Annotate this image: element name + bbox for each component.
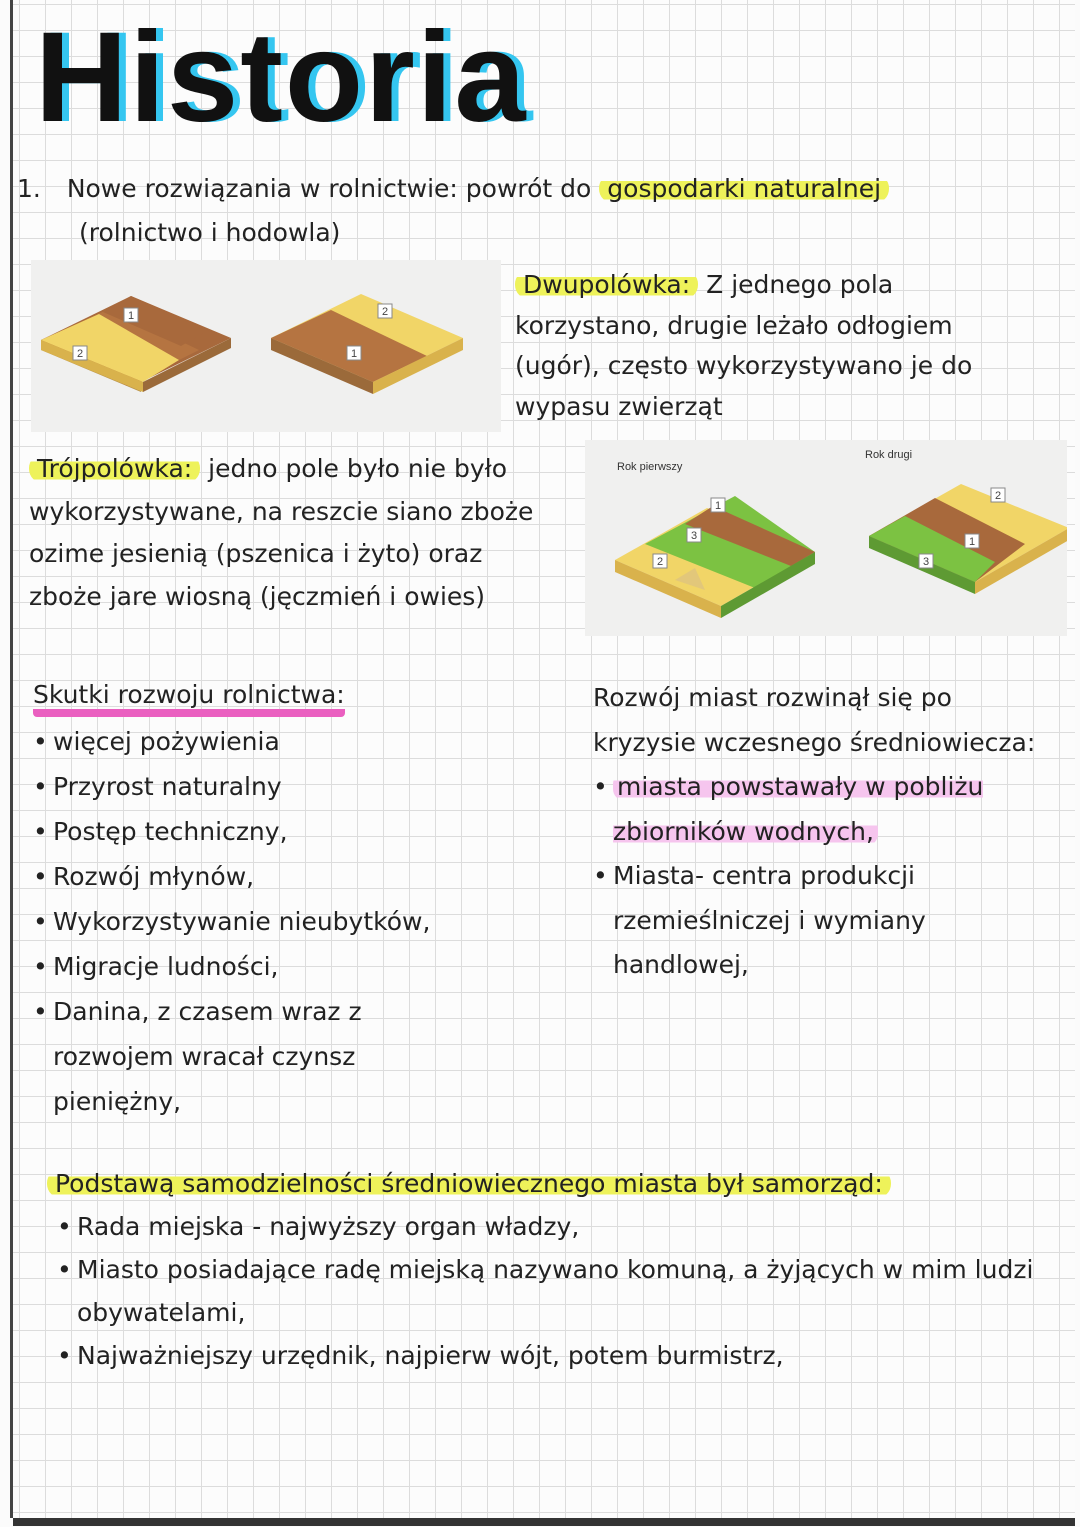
two-field-svg [31,260,501,432]
section-number: 1. [17,174,41,203]
list-item: • Migracje ludności, [33,944,473,989]
year1-label-2: 2 [657,556,664,568]
term-trojpolowka: Trójpolówka: [29,454,200,483]
year1-label-3: 3 [691,530,698,542]
section-1-text: Nowe rozwiązania w rolnictwie: powrót do [66,174,592,203]
two-field-illustration [31,260,501,432]
term-dwupolowka: Dwupolówka: [515,270,698,299]
year2-label-3: 3 [923,556,930,568]
highlight-zbiorniki: miasta powstawały w pobliżu zbiorników wodnych, [613,772,984,846]
trojpolowka-line2: wykorzystywane, na reszcie siano zboże [29,496,534,526]
three-field-illustration [585,440,1067,636]
miasta-block [593,676,1063,988]
three-field-svg [585,440,1067,636]
notebook-page [10,0,1075,1518]
trojpolowka-line1: jedno pole było nie było [208,454,508,483]
samorzad-list [57,1205,1047,1377]
trojpolowka-line3: ozime jesienią (pszenica i żyto) oraz [29,539,483,568]
list-item: • Miasto posiadające radę miejską nazywano komuną, a żyjących w mim ludzi obywatelami, [57,1248,1037,1334]
page-title: Historia [35,6,528,149]
skutki-block [33,672,473,1124]
list-item: • Postęp techniczny, [33,809,473,854]
dwupolowka-line1: Z jednego pola [706,270,894,299]
section-1-line2: (rolnictwo i hodowla) [79,218,341,247]
dwupolowka-block [515,265,1035,427]
skutki-heading: Skutki rozwoju rolnictwa: [33,680,345,717]
miasta-line1: Rozwój miast rozwinął się po [593,683,952,712]
list-item: • Miasta- centra produkcji rzemieślniczej i wymiany handlowej, [593,854,973,988]
miasta-line2: kryzysie wczesnego średniowiecza: [593,727,1036,757]
samorzad-block [47,1162,1047,1377]
dwupolowka-line4: wypasu zwierząt [515,391,723,421]
label-rok-pierwszy: Rok pierwszy [617,461,683,473]
list-item: • Wykorzystywanie nieubytków, [33,899,473,944]
trojpolowka-line4: zboże jare wiosną (jęczmień i owies) [29,581,486,611]
miasta-list [593,765,1063,988]
highlight-gospodarka: gospodarki naturalnej [599,174,889,203]
list-item: • Rada miejska - najwyższy organ władzy, [57,1205,1047,1248]
year2-label-1: 1 [969,536,976,548]
year2-label-2: 2 [995,490,1002,502]
list-item: • Najważniejszy urzędnik, najpierw wójt, potem burmistrz, [57,1334,1047,1377]
list-item [593,765,1013,854]
dwupolowka-line2: korzystano, drugie leżało odłogiem [515,310,953,340]
field-label-1: 1 [128,310,135,322]
list-item: • więcej pożywienia [33,719,473,764]
field-label-2: 2 [77,348,84,360]
field-label-2b: 2 [382,306,389,318]
list-item: • Przyrost naturalny [33,764,473,809]
list-item: • Rozwój młynów, [33,854,473,899]
trojpolowka-block [29,448,589,618]
samorzad-heading: Podstawą samodzielności średniowiecznego miasta był samorząd: [47,1169,891,1198]
list-item: • Danina, z czasem wraz z rozwojem wracał czynsz pieniężny, [33,989,393,1124]
dwupolowka-line3: (ugór), często wykorzystywano je do [515,351,973,380]
field-label-1b: 1 [351,348,358,360]
section-1-intro [17,170,1017,209]
skutki-list [33,719,473,1124]
label-rok-drugi: Rok drugi [865,449,913,461]
year1-label-1: 1 [715,500,722,512]
